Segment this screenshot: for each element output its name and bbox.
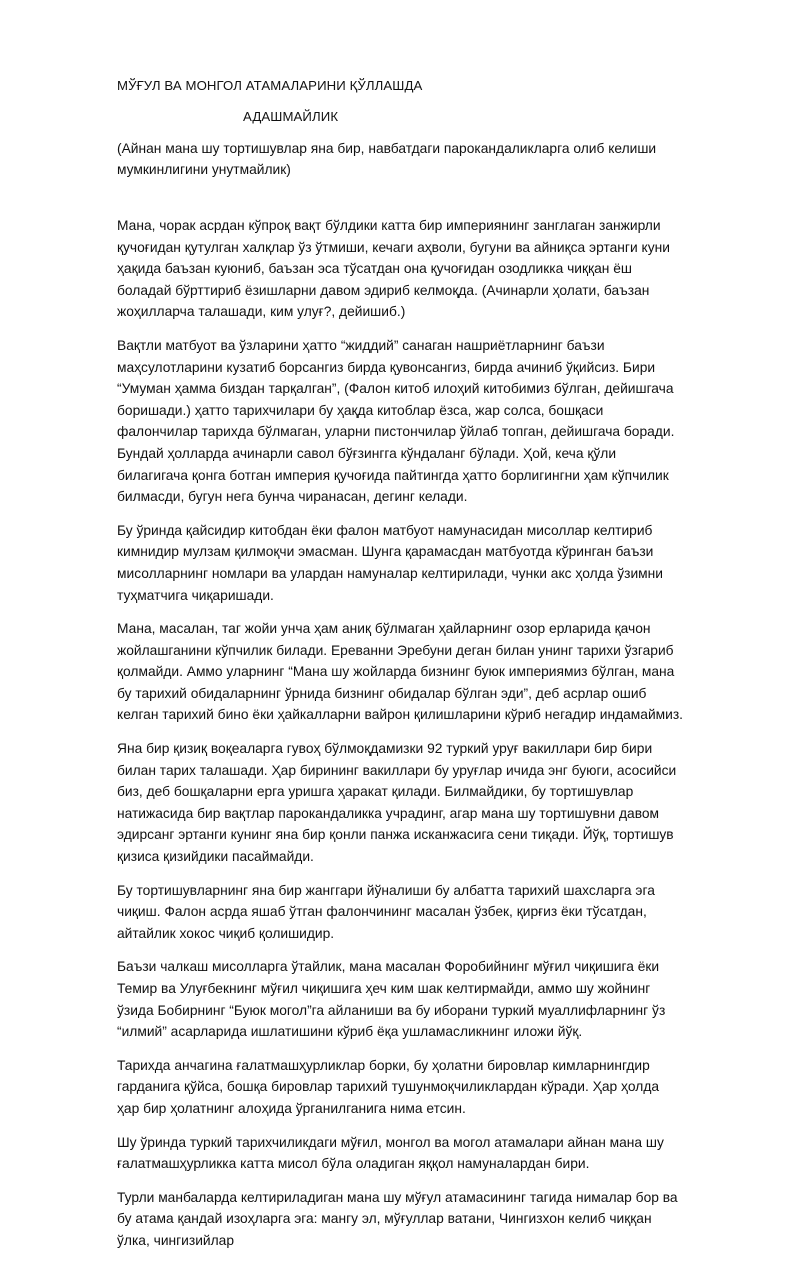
paragraph-1: Мана, чорак асрдан кўпроқ вақт бўлдики катта бир империянинг занглаган занжирли қучоғидан қутулган халқлар ўз ўтмиши, кечаги аҳволи, бугуни ва айниқса эртанги куни ҳақида баъзан куюниб, баъзан эса тўсатдан она қучоғидан озодликка чиққан ёш боладай бўрттириб ёзишларни давом эдириб келмоқда. (Ачинарли ҳолати, баъзан жоҳилларча талашади, ким улуғ?, дейишиб.) bbox=[117, 218, 670, 320]
document-subtitle: (Айнан мана шу тортишувлар яна бир, навбатдаги парокандаликларга олиб келиши мумкинлигини унутмайлик) bbox=[117, 141, 657, 177]
paragraph-2: Вақтли матбуот ва ўзларини ҳатто “жиддий” санаган нашриётларнинг баъзи маҳсулотларини кузатиб борсангиз бирда қувонсангиз, бирда ачиниб ўқийсиз. Бири “Умуман ҳамма биздан тарқалган”, (Фалон китоб илоҳий китобимиз бўлган, дейишгача боришади.) ҳатто тарихчилари бу ҳақда китоблар ёзса, жар солса, бошқаси фалончилар тарихда бўлмаган, уларни пистончилар ўйлаб топган, дейишгача боради. Бундай ҳолларда ачинарли савол бўғзингга кўндаланг бўлади. Ҳой, кеча қўли билагигача қонга ботган империя қучоғида пайтингда ҳатто борлигингни ҳам кўпчилик билмасди, бугун нега бунча чиранасан, дегинг келади. bbox=[117, 337, 675, 505]
paragraph-5: Яна бир қизиқ воқеаларга гувоҳ бўлмоқдамизки 92 туркий уруғ вакиллари бир бири билан тарих талашади. Ҳар бирининг вакиллари бу уруғлар ичида энг буюги, асосийси биз, деб бошқаларни ерга уришга ҳаракат қилади. Билмайдики, бу тортишувлар натижасида бир вақтлар парокандаликка учрадинг, агар мана шу тортишувни давом эдирсанг эртанги кунинг яна бир қонли панжа исканжасига сени тиқади. Йўқ, тортишув қизиса қизийдики пасаймайди. bbox=[117, 741, 677, 865]
paragraph-7: Баъзи чалкаш мисолларга ўтайлик, мана масалан Форобийнинг мўғил чиқишига ёки Темир ва Улуғбекнинг мўғил чиқишига ҳеч ким шак келтирмайди, аммо шу жойнинг ўзида Бобирнинг “Буюк могол”га айланиши ва бу иборани туркий муаллифларнинг ўз “илмий” асарларида ишлатишини кўриб ёқа ушламасликнинг иложи йўқ. bbox=[117, 959, 666, 1040]
document-title-line-2: АДАШМАЙЛИК bbox=[243, 109, 339, 124]
document-title-line-1: МЎҒУЛ ВА МОНГОЛ АТАМАЛАРИНИ ҚЎЛЛАШДА bbox=[117, 78, 423, 93]
paragraph-4: Мана, масалан, таг жойи унча ҳам аниқ бўлмаган ҳайларнинг озор ерларида қачон жойлашганини кўпчилик билади. Ереванни Эребуни деган билан унинг тарихи ўзгариб қолмайди. Аммо уларнинг “Мана шу жойларда бизнинг буюк империямиз бўлган, мана бу тарихий обидаларнинг ўрнида бизнинг обидалар бўлган эди”, деб асрлар ошиб келган тарихий бино ёки ҳайкалларни вайрон қилишларини кўриб негадир индамаймиз. bbox=[117, 621, 684, 723]
paragraph-9: Шу ўринда туркий тарихчиликдаги мўғил, монгол ва могол атамалари айнан мана шу ғалатмашҳурликка катта мисол бўла оладиган яққол намуналардан бири. bbox=[117, 1134, 664, 1172]
paragraph-6: Бу тортишувларнинг яна бир жанггари йўналиши бу албатта тарихий шахсларга эга чиқиш. Фалон асрда яшаб ўтган фалончининг масалан ўзбек, қирғиз ёки тўсатдан, айтайлик хокос чиқиб қолишидир. bbox=[117, 882, 655, 941]
paragraph-10: Турли манбаларда келтириладиган мана шу мўғул атамасининг тагида нималар бор ва бу атама қандай изоҳларга эга: мангу эл, мўғуллар ватани, Чингизхон келиб чиққан ўлка, чингизийлар bbox=[117, 1189, 678, 1248]
document-body bbox=[117, 215, 685, 1264]
paragraph-8: Тарихда анчагина ғалатмашҳурликлар борки, бу ҳолатни бировлар кимларнингдир гарданига қўйса, бошқа бировлар тарихий тушунмоқчиликлардан кўради. Ҳар ҳолда ҳар бир ҳолатнинг алоҳида ўрганилганига нима етсин. bbox=[117, 1057, 660, 1116]
paragraph-3: Бу ўринда қайсидир китобдан ёки фалон матбуот намунасидан мисоллар келтириб кимнидир мулзам қилмоқчи эмасман. Шунга қарамасдан матбуотда кўринган баъзи мисолларнинг номлари ва улардан намуналар келтирилади, чунки акс ҳолда ўзимни туҳматчига чиқаришади. bbox=[117, 522, 663, 603]
